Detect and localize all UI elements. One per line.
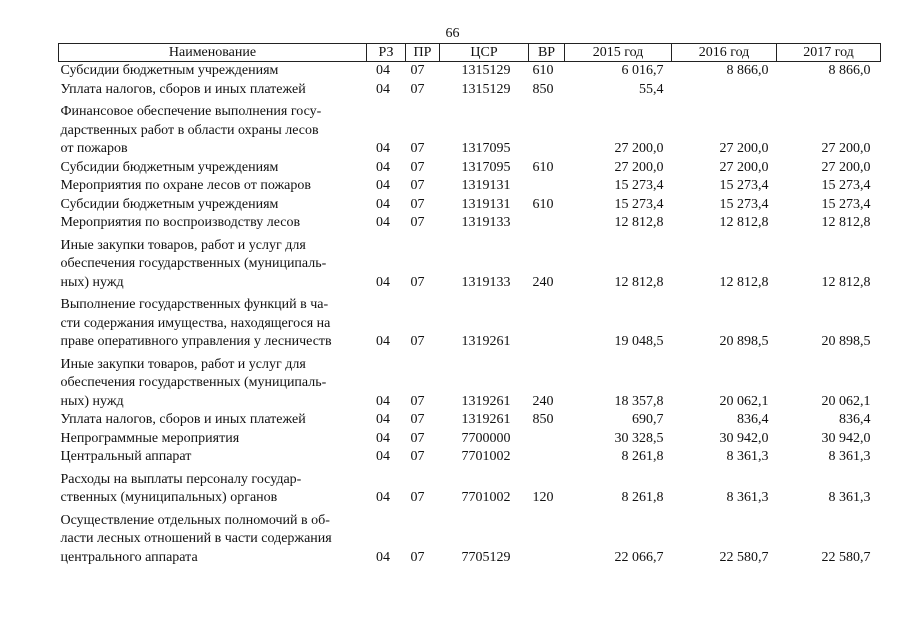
cell-name-line: праве оперативного управления у лесничеств [60, 334, 332, 349]
cell-rz: 04 [376, 549, 390, 565]
cell-pr: 07 [410, 81, 425, 97]
cell-vr [529, 177, 565, 196]
cell-name-line: Иные закупки товаров, работ и услуг для [60, 356, 306, 372]
cell-rz: 04 [376, 215, 390, 230]
cell-2015: 27 200,0 [614, 141, 664, 156]
cell-vr: 120 [532, 490, 554, 505]
cell-pr: 07 [410, 549, 425, 565]
cell-pr: 07 [410, 490, 425, 505]
cell-vr: 610 [532, 196, 554, 212]
cell-rz: 04 [376, 412, 390, 427]
cell-2016: 8 866,0 [726, 63, 769, 78]
cell-2017: 15 273,4 [821, 196, 871, 212]
cell-2017 [777, 81, 881, 100]
header-2015: 2015 год [565, 44, 672, 62]
cell-name-line: Иные закупки товаров, работ и услуг для [60, 237, 306, 253]
cell-pr: 07 [410, 412, 425, 427]
cell-2017: 8 361,3 [828, 449, 871, 464]
cell-name-line: Непрограммные мероприятия [60, 430, 240, 446]
table-row [59, 196, 881, 215]
header-2017: 2017 год [777, 44, 881, 62]
cell-2015: 30 328,5 [614, 430, 664, 446]
cell-csr: 7705129 [461, 549, 511, 565]
table-row [59, 411, 881, 430]
cell-name [59, 292, 367, 352]
cell-2016: 27 200,0 [719, 141, 769, 156]
cell-name-line: от пожаров [60, 141, 128, 156]
cell-csr: 1319133 [461, 215, 511, 230]
table-row [59, 177, 881, 196]
cell-rz: 04 [376, 274, 390, 290]
cell-vr: 850 [532, 412, 554, 427]
cell-csr: 1317095 [461, 141, 511, 156]
cell-name-line: Финансовое обеспечение выполнения госу- [60, 104, 322, 119]
cell-2015: 15 273,4 [614, 196, 664, 212]
cell-2016: 22 580,7 [719, 549, 769, 565]
table-row [59, 430, 881, 449]
header-csr: ЦСР [440, 44, 529, 62]
cell-name-line: Уплата налогов, сборов и иных платежей [60, 81, 306, 97]
table-row [59, 508, 881, 568]
cell-csr: 1319261 [461, 334, 511, 349]
cell-pr: 07 [410, 393, 425, 409]
cell-pr: 07 [410, 449, 425, 464]
cell-2016: 8 361,3 [726, 490, 769, 505]
cell-csr: 1315129 [461, 81, 511, 97]
cell-name [59, 159, 367, 178]
header-rz: РЗ [367, 44, 406, 62]
cell-2017: 12 812,8 [821, 215, 871, 230]
table-row [59, 81, 881, 100]
cell-rz: 04 [376, 178, 390, 193]
cell-rz: 04 [376, 490, 390, 505]
cell-rz: 04 [376, 334, 390, 349]
budget-table [58, 43, 881, 567]
cell-2015: 8 261,8 [621, 490, 664, 505]
cell-pr: 07 [410, 274, 425, 290]
cell-2017: 30 942,0 [821, 430, 871, 446]
cell-2016 [672, 81, 777, 100]
header-row [59, 44, 881, 62]
table-row [59, 448, 881, 467]
cell-name-line: Расходы на выплаты персоналу государ- [60, 471, 302, 487]
cell-name-line: дарственных работ в области охраны лесов [60, 122, 319, 138]
cell-vr [529, 508, 565, 568]
cell-name-line: Субсидии бюджетным учреждениям [60, 159, 279, 175]
cell-2017: 8 866,0 [828, 63, 871, 78]
cell-2016: 30 942,0 [719, 430, 769, 446]
cell-rz: 04 [376, 393, 390, 409]
cell-2017: 22 580,7 [821, 549, 871, 565]
header-name: Наименование [59, 44, 367, 62]
cell-2015: 22 066,7 [614, 549, 664, 565]
page-number: 66 [445, 26, 460, 41]
cell-2016: 27 200,0 [719, 159, 769, 175]
table-row [59, 352, 881, 412]
cell-2017: 8 361,3 [828, 490, 871, 505]
cell-pr: 07 [410, 334, 425, 349]
cell-name [59, 411, 367, 430]
cell-2016: 20 062,1 [719, 393, 769, 409]
cell-vr [529, 430, 565, 449]
cell-rz: 04 [376, 159, 390, 175]
table-row [59, 99, 881, 159]
cell-2016: 12 812,8 [719, 274, 769, 290]
cell-csr: 7700000 [461, 430, 511, 446]
cell-name-line: ных) нужд [60, 393, 124, 409]
cell-name [59, 352, 367, 412]
cell-2016: 15 273,4 [719, 196, 769, 212]
cell-name-line: ственных (муниципальных) органов [60, 490, 278, 505]
table-row [59, 292, 881, 352]
cell-2015: 690,7 [632, 412, 664, 427]
cell-vr [529, 214, 565, 233]
cell-pr: 07 [410, 196, 425, 212]
table-row [59, 214, 881, 233]
cell-vr: 850 [532, 81, 554, 97]
cell-csr: 7701002 [461, 490, 511, 505]
cell-2015: 15 273,4 [614, 178, 664, 193]
cell-2015: 12 812,8 [614, 274, 664, 290]
cell-csr: 1319133 [461, 274, 511, 290]
cell-name [59, 430, 367, 449]
cell-2015: 55,4 [639, 81, 664, 97]
cell-name [59, 233, 367, 293]
cell-rz: 04 [376, 63, 390, 78]
cell-2015: 12 812,8 [614, 215, 664, 230]
table-row [59, 62, 881, 81]
cell-pr: 07 [410, 63, 425, 78]
cell-csr: 1315129 [461, 63, 511, 78]
cell-2016: 8 361,3 [726, 449, 769, 464]
table-row [59, 467, 881, 508]
cell-2016: 836,4 [737, 412, 769, 427]
cell-2017: 12 812,8 [821, 274, 871, 290]
cell-csr: 1319131 [461, 196, 511, 212]
cell-vr [529, 99, 565, 159]
cell-name [59, 81, 367, 100]
cell-2015: 8 261,8 [621, 449, 664, 464]
header-2016: 2016 год [672, 44, 777, 62]
cell-pr: 07 [410, 141, 425, 156]
cell-2016: 20 898,5 [719, 334, 769, 349]
cell-2015: 18 357,8 [614, 393, 664, 409]
cell-csr: 1317095 [461, 159, 511, 175]
cell-name [59, 467, 367, 508]
cell-name [59, 508, 367, 568]
cell-csr: 7701002 [461, 449, 511, 464]
table-row [59, 233, 881, 293]
cell-name-line: Мероприятия по охране лесов от пожаров [60, 178, 311, 193]
cell-name-line: ласти лесных отношений в части содержания [60, 531, 332, 546]
cell-vr: 240 [532, 393, 554, 409]
cell-name-line: Субсидии бюджетным учреждениям [60, 196, 279, 212]
table-body [59, 62, 881, 568]
cell-vr: 610 [532, 63, 554, 78]
cell-vr [529, 292, 565, 352]
cell-name-line: Мероприятия по воспроизводству лесов [60, 215, 301, 230]
cell-pr: 07 [410, 178, 425, 193]
cell-2017: 20 062,1 [821, 393, 871, 409]
cell-2017: 836,4 [839, 412, 871, 427]
cell-rz: 04 [376, 449, 390, 464]
cell-vr: 240 [532, 274, 554, 290]
cell-pr: 07 [410, 215, 425, 230]
cell-csr: 1319261 [461, 393, 511, 409]
cell-vr: 610 [532, 159, 554, 175]
cell-csr: 1319131 [461, 178, 511, 193]
cell-name-line: центрального аппарата [60, 549, 198, 565]
table-header [59, 44, 881, 62]
cell-2016: 15 273,4 [719, 178, 769, 193]
cell-pr: 07 [410, 159, 425, 175]
cell-name-line: обеспечения государственных (муниципаль- [60, 375, 327, 390]
cell-name [59, 99, 367, 159]
header-vr: ВР [529, 44, 565, 62]
cell-name [59, 448, 367, 467]
cell-csr: 1319261 [461, 412, 511, 427]
cell-2015: 27 200,0 [614, 159, 664, 175]
cell-name [59, 177, 367, 196]
cell-name-line: ных) нужд [60, 274, 124, 290]
cell-name-line: Центральный аппарат [60, 449, 192, 464]
cell-vr [529, 448, 565, 467]
cell-2016: 12 812,8 [719, 215, 769, 230]
cell-name [59, 214, 367, 233]
cell-rz: 04 [376, 81, 390, 97]
cell-2015: 6 016,7 [621, 63, 664, 78]
cell-name-line: Осуществление отдельных полномочий в об- [60, 512, 330, 528]
cell-pr: 07 [410, 430, 425, 446]
cell-name [59, 62, 367, 81]
cell-2017: 27 200,0 [821, 159, 871, 175]
header-pr: ПР [406, 44, 440, 62]
cell-2015: 19 048,5 [614, 334, 664, 349]
cell-2017: 15 273,4 [821, 178, 871, 193]
cell-name-line: Выполнение государственных функций в ча- [60, 297, 329, 312]
cell-rz: 04 [376, 141, 390, 156]
cell-name-line: сти содержания имущества, находящегося на [60, 315, 331, 331]
cell-name-line: обеспечения государственных (муниципаль- [60, 256, 327, 271]
cell-rz: 04 [376, 196, 390, 212]
cell-2017: 20 898,5 [821, 334, 871, 349]
cell-name-line: Уплата налогов, сборов и иных платежей [60, 412, 306, 427]
cell-name [59, 196, 367, 215]
cell-2017: 27 200,0 [821, 141, 871, 156]
table-row [59, 159, 881, 178]
cell-name-line: Субсидии бюджетным учреждениям [60, 63, 279, 78]
cell-rz: 04 [376, 430, 390, 446]
